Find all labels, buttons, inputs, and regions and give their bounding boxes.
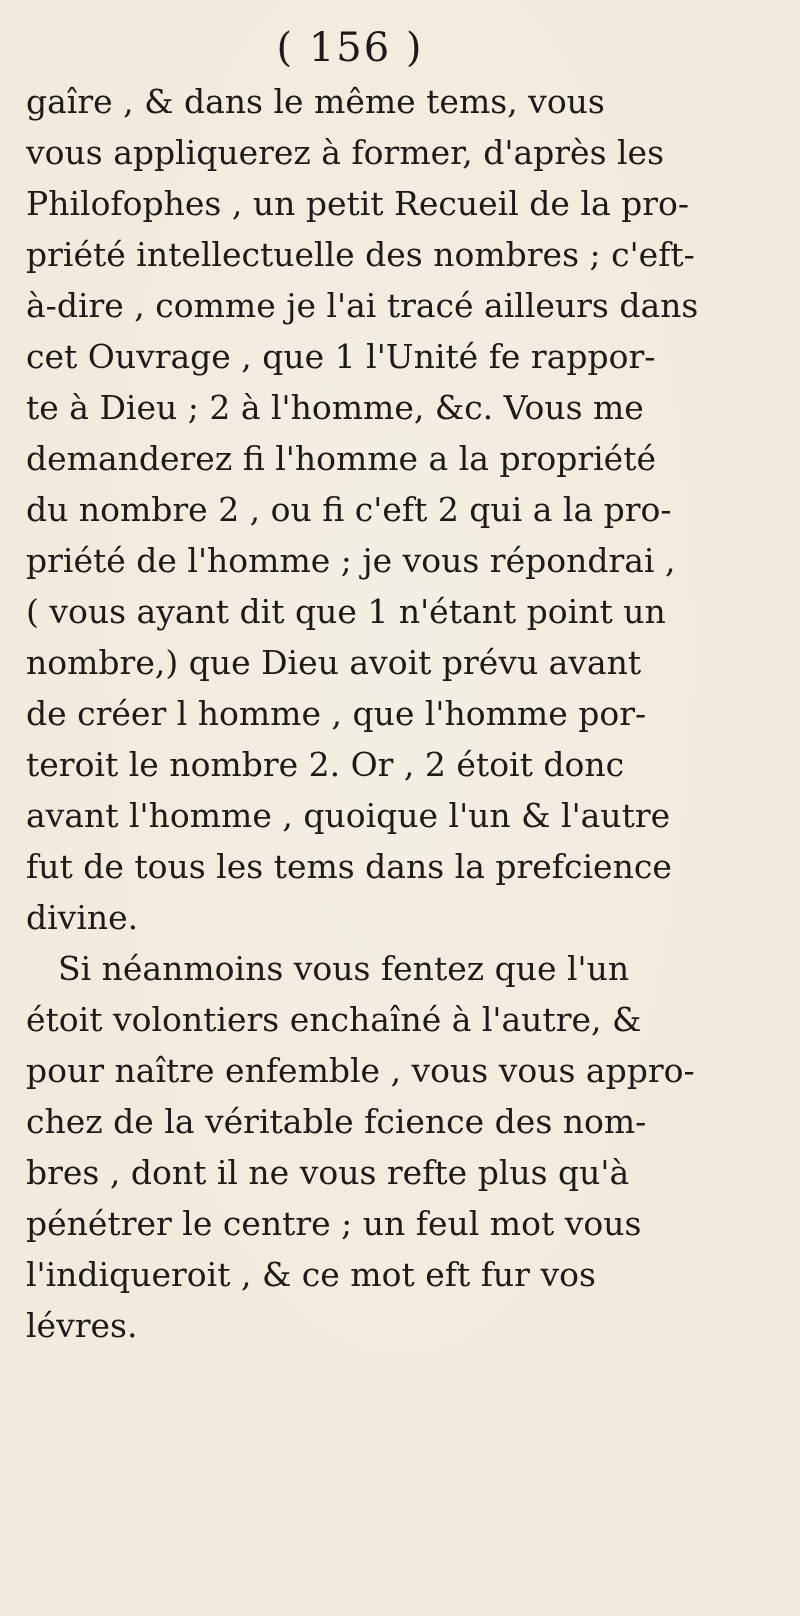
text-line: pénétrer le centre ; un feul mot vous <box>26 1204 642 1243</box>
text-line: fut de tous les tems dans la prefcience <box>26 847 672 886</box>
text-line: pour naître enfemble , vous vous appro- <box>26 1051 695 1090</box>
text-line: vous appliquerez à former, d'après les <box>26 133 665 172</box>
text-line: nombre,) que Dieu avoit prévu avant <box>26 643 642 682</box>
text-line: du nombre 2 , ou fi c'eft 2 qui a la pro- <box>26 490 672 529</box>
text-line: Philofophes , un petit Recueil de la pro- <box>26 184 690 223</box>
text-line: priété intellectuelle des nombres ; c'eft- <box>26 235 695 274</box>
page-number: ( 156 ) <box>276 25 424 71</box>
text-line: teroit le nombre 2. Or , 2 étoit donc <box>26 745 625 784</box>
page-body <box>26 76 788 1351</box>
text-line: ( vous ayant dit que 1 n'étant point un <box>26 592 666 631</box>
text-line: à-dire , comme je l'ai tracé ailleurs dans <box>26 286 699 325</box>
text-line: l'indiqueroit , & ce mot eft fur vos <box>26 1255 596 1294</box>
text-line: étoit volontiers enchaîné à l'autre, & <box>26 1000 642 1039</box>
text-line: divine. <box>26 898 139 937</box>
text-line: te à Dieu ; 2 à l'homme, &c. Vous me <box>26 388 644 427</box>
text-line: gaîre , & dans le même tems, vous <box>26 82 605 121</box>
text-line: bres , dont il ne vous refte plus qu'à <box>26 1153 630 1192</box>
paragraph-start-line: Si néanmoins vous fentez que l'un <box>58 949 630 988</box>
text-line: avant l'homme , quoique l'un & l'autre <box>26 796 671 835</box>
text-line: priété de l'homme ; je vous répondrai , <box>26 541 676 580</box>
text-line: chez de la véritable fcience des nom- <box>26 1102 647 1141</box>
text-line: cet Ouvrage , que 1 l'Unité fe rappor- <box>26 337 656 376</box>
text-line: demanderez fi l'homme a la propriété <box>26 439 656 478</box>
text-line: lévres. <box>26 1306 138 1345</box>
text-line: de créer l homme , que l'homme por- <box>26 694 647 733</box>
